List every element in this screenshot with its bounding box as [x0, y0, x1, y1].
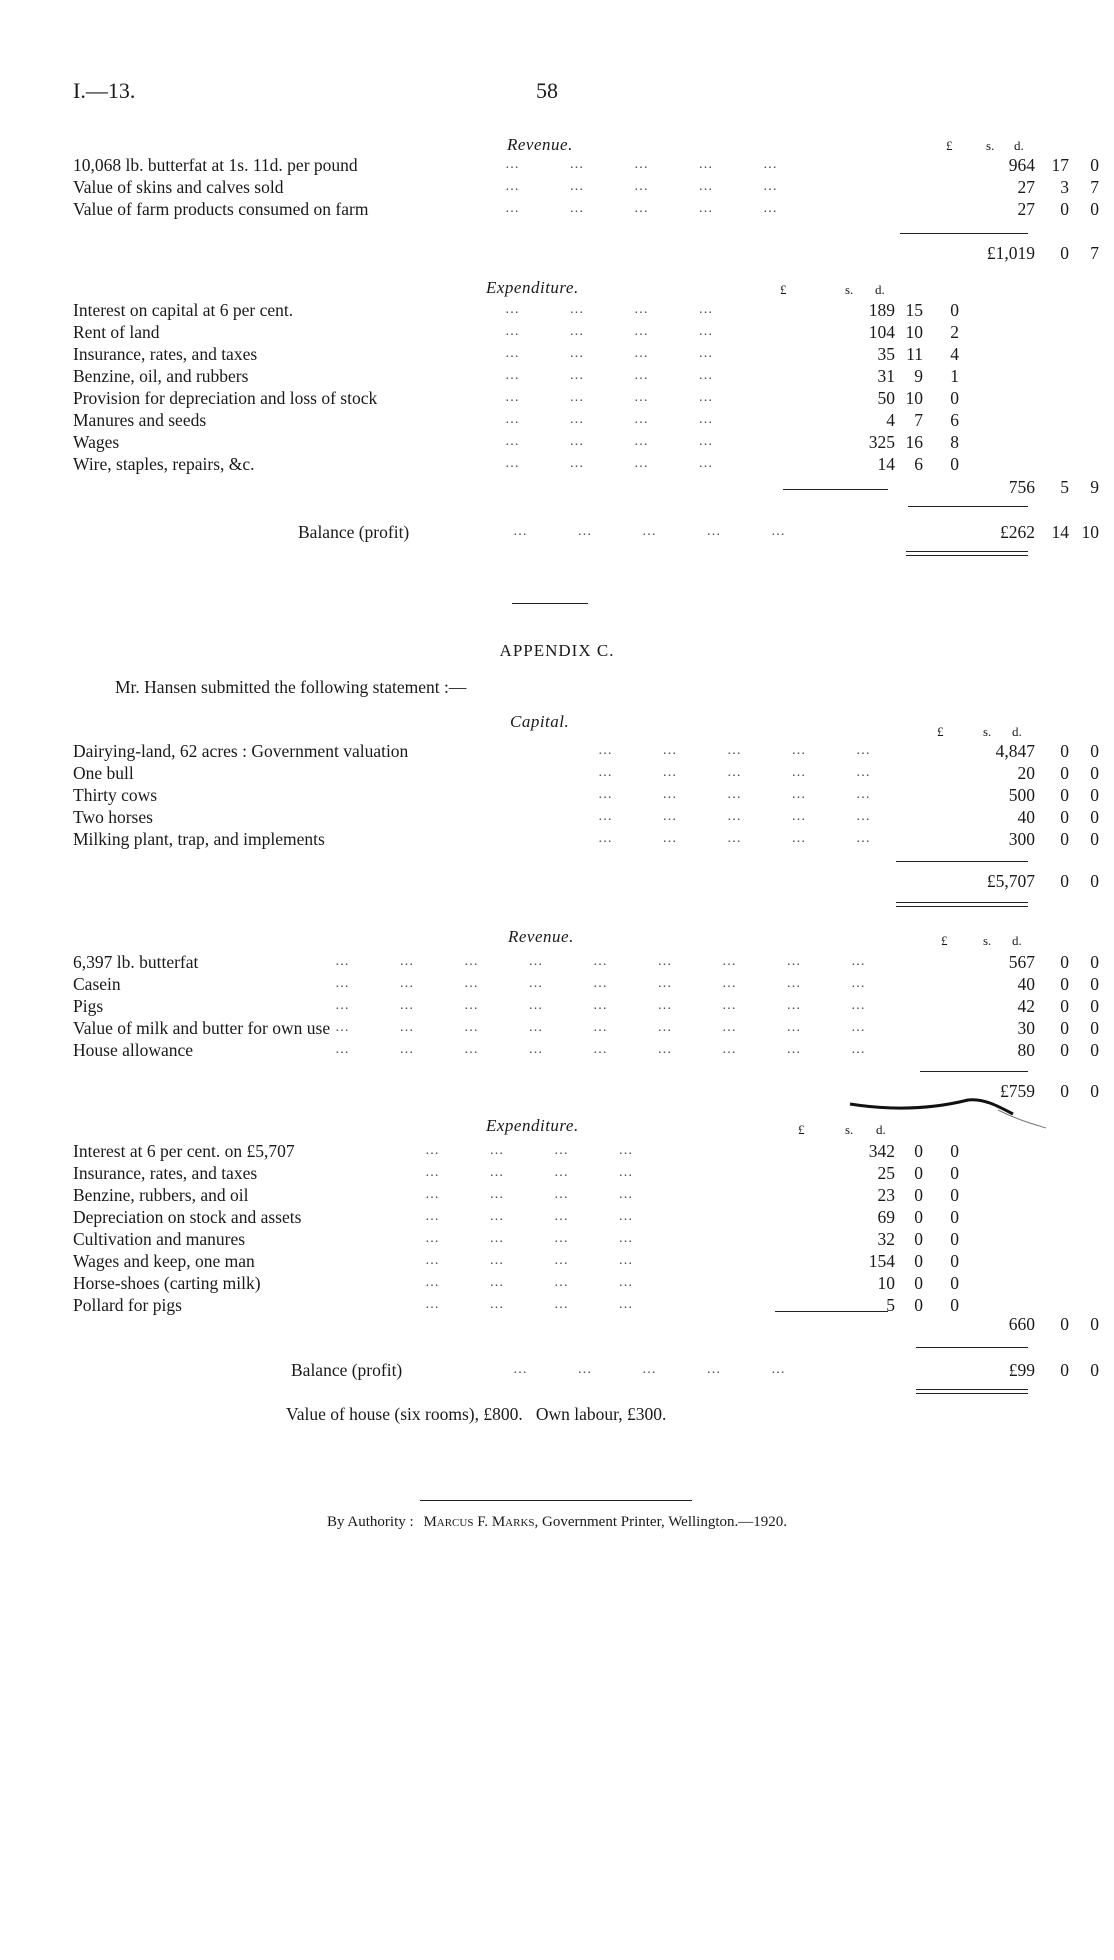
section2-exp-pounds-header: £ [798, 1122, 805, 1137]
section2-capital-row [73, 806, 1099, 828]
section1-expenditure-pence: 1 [950, 366, 959, 386]
printer-name: Marcus F. Marks [423, 1514, 535, 1530]
leader-dots: … … … … [425, 1275, 634, 1290]
total-pounds: £5,707 [986, 871, 1035, 891]
section2-expenditure-pounds: 23 [877, 1185, 895, 1205]
section2-expenditure-pounds: 154 [868, 1251, 895, 1271]
section2-capital-pounds: 300 [1008, 829, 1035, 849]
section1-expenditure-label: Wire, staples, repairs, &c. [73, 454, 255, 474]
appendix-intro: Mr. Hansen submitted the following statement :— [115, 677, 467, 697]
section2-capital-label: Dairying-land, 62 acres : Government valuation [73, 741, 409, 761]
section2-revenue-pence: 0 [1090, 996, 1099, 1016]
section2-revenue-pence: 0 [1090, 1040, 1099, 1060]
section2-exp-pence-header: d. [876, 1122, 886, 1137]
section2-expenditure-shillings: 0 [914, 1251, 923, 1271]
section2-capital-pounds: 20 [1017, 763, 1035, 783]
section2-expenditure-pounds: 10 [877, 1273, 895, 1293]
section2-capital-shillings: 0 [1060, 829, 1069, 849]
section1-expenditure-label: Provision for depreciation and loss of stock [73, 388, 378, 408]
section2-balance-row [73, 1359, 1099, 1381]
section1-expenditure-label: Rent of land [73, 322, 160, 342]
leader-dots: … … … … … [505, 179, 778, 194]
section1-expenditure-row [73, 431, 1033, 453]
section2-expenditure-row [73, 1140, 1033, 1162]
section1-exp-pence-header: d. [875, 282, 885, 297]
section1-expenditure-shillings: 15 [905, 300, 923, 320]
section2-expenditure-label: Interest at 6 per cent. on £5,707 [73, 1141, 295, 1161]
leader-dots: … … … … … [598, 765, 871, 780]
total-pence: 9 [1090, 477, 1099, 497]
section1-revenue-row [73, 154, 1099, 176]
section2-revenue-pounds: 30 [1017, 1018, 1035, 1038]
printer-imprint [0, 1514, 1114, 1531]
section2-expenditure-pence: 0 [950, 1273, 959, 1293]
section2-revenue-row [73, 973, 1099, 995]
section2-capital-pounds: 4,847 [995, 741, 1035, 761]
section2-revenue-row [73, 1039, 1099, 1061]
section2-expenditure-row [73, 1184, 1033, 1206]
section1-expenditure-shillings: 16 [905, 432, 923, 452]
section2-expenditure-total-row [73, 1313, 1099, 1335]
section2-revenue-pence: 0 [1090, 1018, 1099, 1038]
section1-expenditure-row [73, 299, 1033, 321]
section2-revenue-shillings: 0 [1060, 1018, 1069, 1038]
balance-shillings: 0 [1060, 1360, 1069, 1380]
section2-revenue-label: Casein [73, 974, 121, 994]
total-pence: 0 [1090, 1314, 1099, 1334]
section2-balance-double-rule-1 [916, 1389, 1028, 1390]
section2-expenditure-pence: 0 [950, 1207, 959, 1227]
leader-dots: … … … … … … … … … [335, 998, 866, 1013]
leader-dots: … … … … … [505, 201, 778, 216]
section1-expenditure-pence: 2 [950, 322, 959, 342]
section2-capital-row [73, 762, 1099, 784]
section1-expenditure-row [73, 365, 1033, 387]
section2-expenditure-shillings: 0 [914, 1185, 923, 1205]
section1-revenue-pence: 7 [1090, 177, 1099, 197]
section2-expenditure-pounds: 69 [877, 1207, 895, 1227]
leader-dots: … … … … [505, 412, 714, 427]
leader-dots: … … … … … … … … … [335, 976, 866, 991]
section2-expenditure-shillings: 0 [914, 1207, 923, 1227]
imprint-prefix: By Authority : [327, 1514, 414, 1530]
section2-capital-double-rule-2 [896, 906, 1028, 907]
section1-expenditure-shillings: 9 [914, 366, 923, 386]
house-labour-note: Value of house (six rooms), £800. Own labour, £300. [286, 1404, 667, 1424]
leader-dots: … … … … … … … … … [335, 1042, 866, 1057]
section2-expenditure-pounds: 5 [886, 1295, 895, 1315]
section1-expenditure-row [73, 409, 1033, 431]
section1-expenditure-total-row [73, 476, 1099, 498]
section2-expenditure-row [73, 1206, 1033, 1228]
section2-revenue-pence: 0 [1090, 952, 1099, 972]
section2-expenditure-pence: 0 [950, 1141, 959, 1161]
section2-expenditure-label: Insurance, rates, and taxes [73, 1163, 258, 1183]
section1-revenue-pounds: 27 [1017, 177, 1035, 197]
section2-rev-shillings-header: s. [983, 933, 992, 948]
section1-expenditure-row [73, 453, 1033, 475]
leader-dots: … … … … … … … … … [335, 954, 866, 969]
section1-expenditure-pence: 0 [950, 454, 959, 474]
leader-dots: … … … … … [598, 743, 871, 758]
section2-expenditure-pounds: 25 [877, 1163, 895, 1183]
section2-expenditure-label: Depreciation on stock and assets [73, 1207, 302, 1227]
section2-capital-rule [896, 861, 1028, 862]
section2-revenue-shillings: 0 [1060, 996, 1069, 1016]
section1-revenue-rule [900, 233, 1028, 234]
section1-expenditure-row [73, 321, 1033, 343]
total-shillings: 5 [1060, 477, 1069, 497]
section1-balance-double-rule-1 [906, 551, 1028, 552]
total-pence: 0 [1090, 871, 1099, 891]
section2-exp-shillings-header: s. [845, 1122, 854, 1137]
total-shillings: 0 [1060, 243, 1069, 263]
section2-expenditure-row [73, 1228, 1033, 1250]
leader-dots: … … … … … [598, 787, 871, 802]
section2-revenue-shillings: 0 [1060, 1040, 1069, 1060]
section2-capital-label: One bull [73, 763, 134, 783]
balance-label: Balance (profit) [291, 1360, 403, 1380]
section2-revenue-shillings: 0 [1060, 952, 1069, 972]
section1-expenditure-pounds: 325 [868, 432, 895, 452]
section2-capital-row [73, 784, 1099, 806]
section2-rev-pounds-header: £ [941, 933, 948, 948]
section2-revenue-label: House allowance [73, 1040, 194, 1060]
section2-expenditure-label: Horse-shoes (carting milk) [73, 1273, 261, 1293]
section1-exp-shillings-header: s. [845, 282, 854, 297]
leader-dots: … … … … [505, 302, 714, 317]
section2-cap-pounds-header: £ [937, 724, 944, 739]
section2-expenditure-label: Benzine, rubbers, and oil [73, 1185, 249, 1205]
section2-expenditure-label: Wages and keep, one man [73, 1251, 255, 1271]
section2-capital-pence: 0 [1090, 829, 1099, 849]
section2-revenue-label: 6,397 lb. butterfat [73, 952, 199, 972]
leader-dots: … … … … … [598, 831, 871, 846]
balance-pounds: £99 [1008, 1360, 1035, 1380]
leader-dots: … … … … [505, 434, 714, 449]
total-pence: 7 [1090, 243, 1099, 263]
section1-revenue-row [73, 198, 1099, 220]
section1-expenditure-pounds: 104 [868, 322, 895, 342]
section2-balance-double-rule-2 [916, 1393, 1028, 1394]
section1-expenditure-label: Insurance, rates, and taxes [73, 344, 258, 364]
section2-expenditure-pounds: 342 [868, 1141, 895, 1161]
footer-rule [420, 1500, 692, 1501]
leader-dots: … … … … [425, 1187, 634, 1202]
section1-revenue-row [73, 176, 1099, 198]
balance-label: Balance (profit) [298, 522, 410, 542]
section2-capital-pence: 0 [1090, 807, 1099, 827]
leader-dots: … … … … [425, 1143, 634, 1158]
section1-revenue-pence: 0 [1090, 155, 1099, 175]
section1-expenditure-heading: Expenditure. [486, 278, 579, 297]
section1-rev-shillings-header: s. [986, 138, 995, 153]
section2-expenditure-row [73, 1272, 1033, 1294]
section1-revenue-label: Value of skins and calves sold [73, 177, 284, 197]
section1-revenue-shillings: 17 [1051, 155, 1069, 175]
total-shillings: 0 [1060, 871, 1069, 891]
section1-expenditure-pounds: 31 [877, 366, 895, 386]
section1-expenditure-pence: 4 [950, 344, 959, 364]
section2-revenue-pounds: 40 [1017, 974, 1035, 994]
total-shillings: 0 [1060, 1314, 1069, 1334]
balance-pounds: £262 [1000, 522, 1035, 542]
section2-capital-pounds: 500 [1008, 785, 1035, 805]
leader-dots: … … … … [505, 456, 714, 471]
section2-capital-pence: 0 [1090, 741, 1099, 761]
section2-capital-shillings: 0 [1060, 763, 1069, 783]
total-pounds: £1,019 [986, 243, 1035, 263]
section1-expenditure-row [73, 343, 1033, 365]
section1-expenditure-pounds: 14 [877, 454, 895, 474]
section2-capital-row [73, 740, 1099, 762]
section2-expenditure-shillings: 0 [914, 1295, 923, 1315]
page-number: 58 [536, 78, 558, 103]
section2-revenue-row [73, 951, 1099, 973]
section2-expenditure-heading: Expenditure. [486, 1116, 579, 1135]
imprint-suffix: , Government Printer, Wellington.—1920. [534, 1514, 787, 1530]
section2-capital-pounds: 40 [1017, 807, 1035, 827]
section1-expenditure-pence: 6 [950, 410, 959, 430]
leader-dots: … … … … … [513, 524, 786, 539]
appendix-title: APPENDIX C. [499, 641, 615, 660]
section1-expenditure-shillings: 11 [906, 344, 923, 364]
section1-expenditure-label: Interest on capital at 6 per cent. [73, 300, 294, 320]
section2-revenue-pence: 0 [1090, 974, 1099, 994]
leader-dots: … … … … … [513, 1362, 786, 1377]
section2-revenue-shillings: 0 [1060, 974, 1069, 994]
section1-expenditure-shillings: 7 [914, 410, 923, 430]
section1-expenditure-pounds: 35 [877, 344, 895, 364]
leader-dots: … … … … [425, 1253, 634, 1268]
section1-revenue-pounds: 964 [1008, 155, 1035, 175]
section-separator [512, 603, 588, 604]
section2-cap-pence-header: d. [1012, 724, 1022, 739]
balance-shillings: 14 [1051, 522, 1069, 542]
section2-revenue-row [73, 995, 1099, 1017]
section2-capital-shillings: 0 [1060, 785, 1069, 805]
section1-expenditure-pounds: 4 [886, 410, 895, 430]
section2-capital-pence: 0 [1090, 763, 1099, 783]
section2-revenue-rule [920, 1071, 1028, 1072]
section2-revenue-label: Pigs [73, 996, 104, 1016]
section1-expenditure-row [73, 387, 1033, 409]
section2-revenue-pounds: 42 [1017, 996, 1035, 1016]
section1-expenditure-shillings: 10 [905, 388, 923, 408]
section1-revenue-shillings: 0 [1060, 199, 1069, 219]
section2-capital-heading: Capital. [510, 712, 570, 731]
section1-revenue-label: Value of farm products consumed on farm [73, 199, 369, 219]
section1-expenditure-label: Manures and seeds [73, 410, 207, 430]
section2-capital-pence: 0 [1090, 785, 1099, 805]
section2-capital-label: Two horses [73, 807, 153, 827]
section1-expenditure-label: Benzine, oil, and rubbers [73, 366, 249, 386]
section1-expenditure-shillings: 6 [914, 454, 923, 474]
section2-revenue-label: Value of milk and butter for own use [73, 1018, 331, 1038]
section1-revenue-heading: Revenue. [507, 135, 573, 154]
section2-capital-shillings: 0 [1060, 741, 1069, 761]
section1-revenue-pence: 0 [1090, 199, 1099, 219]
section2-expenditure-shillings: 0 [914, 1163, 923, 1183]
section2-capital-double-rule-1 [896, 902, 1028, 903]
section2-expenditure-label: Pollard for pigs [73, 1295, 182, 1315]
section1-expenditure-pounds: 50 [877, 388, 895, 408]
section1-expenditure-label: Wages [73, 432, 120, 452]
section2-capital-label: Milking plant, trap, and implements [73, 829, 325, 849]
total-pounds: 756 [1008, 477, 1035, 497]
leader-dots: … … … … [425, 1297, 634, 1312]
section2-expenditure-pence: 0 [950, 1229, 959, 1249]
section2-expenditure-pounds: 32 [877, 1229, 895, 1249]
leader-dots: … … … … [505, 324, 714, 339]
section1-balance-top-rule [908, 506, 1028, 507]
leader-dots: … … … … [425, 1209, 634, 1224]
total-shillings: 0 [1060, 1081, 1069, 1101]
section2-cap-shillings-header: s. [983, 724, 992, 739]
section1-revenue-label: 10,068 lb. butterfat at 1s. 11d. per pound [73, 155, 358, 175]
section2-expenditure-rule [775, 1311, 888, 1312]
total-pence: 0 [1090, 1081, 1099, 1101]
leader-dots: … … … … [425, 1231, 634, 1246]
section1-balance-row [73, 521, 1099, 543]
section2-revenue-row [73, 1017, 1099, 1039]
section2-capital-label: Thirty cows [73, 785, 158, 805]
section2-revenue-pounds: 80 [1017, 1040, 1035, 1060]
section1-rev-pounds-header: £ [946, 138, 953, 153]
section2-expenditure-row [73, 1250, 1033, 1272]
leader-dots: … … … … [505, 390, 714, 405]
section1-expenditure-shillings: 10 [905, 322, 923, 342]
leader-dots: … … … … [425, 1165, 634, 1180]
section1-balance-double-rule-2 [906, 555, 1028, 556]
section1-expenditure-pence: 8 [950, 432, 959, 452]
leader-dots: … … … … … [505, 157, 778, 172]
section1-expenditure-pounds: 189 [868, 300, 895, 320]
leader-dots: … … … … [505, 346, 714, 361]
document-reference: I.—13. [73, 78, 136, 103]
section1-expenditure-pence: 0 [950, 388, 959, 408]
section2-capital-row [73, 828, 1099, 850]
section1-revenue-shillings: 3 [1060, 177, 1069, 197]
section2-capital-shillings: 0 [1060, 807, 1069, 827]
total-pounds: 660 [1008, 1314, 1035, 1334]
section2-expenditure-shillings: 0 [914, 1141, 923, 1161]
section1-revenue-pounds: 27 [1017, 199, 1035, 219]
section2-balance-top-rule [916, 1347, 1028, 1348]
section2-expenditure-pence: 0 [950, 1295, 959, 1315]
section2-revenue-pounds: 567 [1008, 952, 1035, 972]
section2-expenditure-pence: 0 [950, 1163, 959, 1183]
section1-expenditure-pence: 0 [950, 300, 959, 320]
section2-expenditure-pence: 0 [950, 1185, 959, 1205]
balance-pence: 10 [1081, 522, 1099, 542]
section2-capital-total-row [73, 870, 1099, 892]
section2-expenditure-label: Cultivation and manures [73, 1229, 246, 1249]
section1-rev-pence-header: d. [1014, 138, 1024, 153]
section2-expenditure-shillings: 0 [914, 1273, 923, 1293]
section2-expenditure-row [73, 1162, 1033, 1184]
section2-expenditure-pence: 0 [950, 1251, 959, 1271]
section2-revenue-heading: Revenue. [508, 927, 574, 946]
section1-exp-pounds-header: £ [780, 282, 787, 297]
leader-dots: … … … … … [598, 809, 871, 824]
balance-pence: 0 [1090, 1360, 1099, 1380]
section1-revenue-total-row [73, 242, 1099, 264]
section2-rev-pence-header: d. [1012, 933, 1022, 948]
leader-dots: … … … … … … … … … [335, 1020, 866, 1035]
total-pounds: £759 [1000, 1081, 1035, 1101]
section2-expenditure-shillings: 0 [914, 1229, 923, 1249]
leader-dots: … … … … [505, 368, 714, 383]
